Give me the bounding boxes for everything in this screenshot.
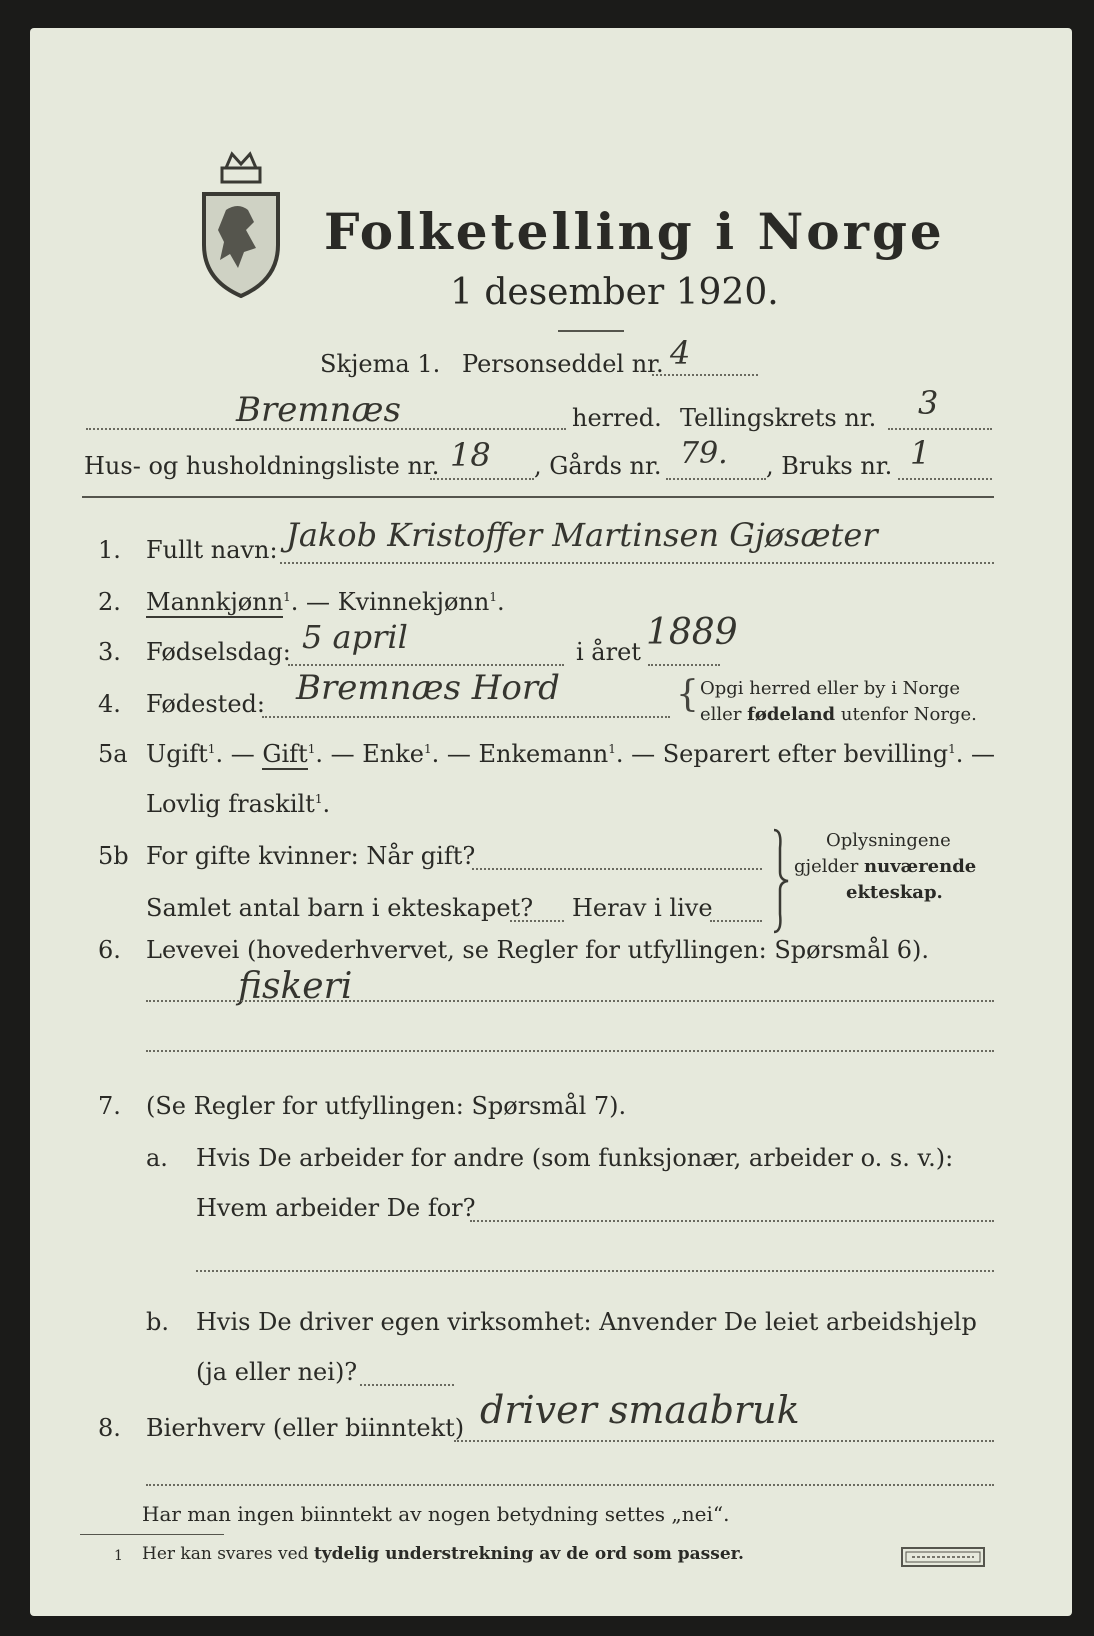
q8-label: Bierhverv (eller biinntekt): [146, 1414, 465, 1442]
q5b-line2b-dots: [710, 920, 762, 922]
hus-line: [430, 478, 534, 480]
separert-option: Separert efter bevilling: [662, 740, 949, 768]
q7b-line2: (ja eller nei)?: [196, 1358, 358, 1386]
tellingskrets-value: 3: [918, 384, 939, 422]
male-footnote-mark: 1: [283, 590, 291, 604]
female-footnote-mark: 1: [489, 590, 497, 604]
herred-value: Bremnæs: [236, 390, 401, 430]
census-date: 1 desember 1920.: [450, 272, 779, 313]
q4-note-line2: eller fødeland utenfor Norge.: [700, 704, 977, 725]
q3-year-line: [648, 664, 720, 666]
printer-stamp-icon: [900, 1546, 986, 1568]
q6-label: Levevei (hovederhvervet, se Regler for utfyllingen: Spørsmål 6).: [146, 936, 930, 964]
q4-number: 4.: [98, 690, 121, 718]
personseddel-label: Personseddel nr.: [462, 350, 664, 378]
q5b-brace-icon: [770, 828, 790, 934]
footer-note: Har man ingen biinntekt av nogen betydning settes „nei“.: [142, 1502, 730, 1526]
q5b-line2b: Herav i live: [572, 894, 713, 922]
q6-line2: [146, 1050, 994, 1052]
hus-label: Hus- og husholdningsliste nr.: [84, 452, 440, 480]
q7b-number: b.: [146, 1308, 169, 1336]
q8-line2: [146, 1484, 994, 1486]
q5b-number: 5b: [98, 842, 129, 870]
hus-value: 18: [450, 436, 491, 474]
side-occupation-value: driver smaabruk: [480, 1388, 800, 1432]
lovlig-fraskilt-line: Lovlig fraskilt$^1$.: [146, 790, 331, 818]
enkemann-option: Enkemann: [478, 740, 609, 768]
q4-label: Fødested:: [146, 690, 265, 718]
gender-separator: . —: [290, 588, 338, 616]
q7b-line2-dots: [360, 1384, 454, 1386]
gender-end: .: [496, 588, 505, 616]
census-form-page: [30, 28, 1072, 1616]
q7a-line2-dots: [470, 1220, 994, 1222]
q7a-line2: Hvem arbeider De for?: [196, 1194, 476, 1222]
q8-line1: [454, 1440, 994, 1442]
q6-number: 6.: [98, 936, 121, 964]
q3-day-line: [288, 664, 564, 666]
male-option-underlined: Mannkjønn: [146, 588, 284, 616]
header-divider: [82, 496, 994, 498]
personseddel-line: [652, 374, 758, 376]
title-divider: [558, 330, 624, 332]
schema-label: Skjema 1.: [320, 350, 441, 378]
q7b-line1: Hvis De driver egen virksomhet: Anvender De leiet arbeidshjelp: [196, 1308, 977, 1336]
footnote-rule: [80, 1534, 224, 1535]
bruks-label: , Bruks nr.: [766, 452, 893, 480]
q5b-line2a-dots: [510, 920, 564, 922]
footnote-number: 1: [114, 1548, 123, 1564]
birth-year-value: 1889: [646, 612, 738, 653]
q4-note-line1: Opgi herred eller by i Norge: [700, 678, 961, 699]
gards-line: [666, 478, 766, 480]
gender-line: [146, 588, 505, 616]
q5a-number: 5a: [98, 740, 128, 768]
q3-number: 3.: [98, 638, 121, 666]
full-name-value: Jakob Kristoffer Martinsen Gjøsæter: [286, 516, 878, 554]
personseddel-value: 4: [670, 334, 691, 372]
footnote-text: Her kan svares ved tydelig understrekning av de ord som passer.: [142, 1544, 744, 1564]
birthplace-value: Bremnæs Hord: [296, 668, 560, 708]
form-title: Folketelling i Norge: [324, 202, 945, 261]
q1-number: 1.: [98, 536, 121, 564]
q6-line1: [146, 1000, 994, 1002]
year-label: i året: [576, 638, 641, 666]
q7a-number: a.: [146, 1144, 168, 1172]
q7a-line3-dots: [196, 1270, 994, 1272]
q5b-line2a: Samlet antal barn i ekteskapet?: [146, 894, 534, 922]
marital-status-line: Ugift$^1$. — Gift$^1$. — Enke$^1$. — Enkemann$^1$. — Separert efter bevilling$^1$. —: [146, 740, 996, 768]
norway-coat-of-arms-icon: [198, 150, 284, 300]
gards-value: 79.: [680, 436, 728, 471]
herred-label: herred.: [572, 404, 662, 432]
lovlig-fraskilt-option: Lovlig fraskilt: [146, 790, 315, 818]
q7-label: (Se Regler for utfyllingen: Spørsmål 7).: [146, 1092, 627, 1120]
q5b-note-line3: ekteskap.: [846, 882, 943, 903]
gards-label: , Gårds nr.: [534, 452, 662, 480]
tellingskrets-line: [888, 428, 992, 430]
tellingskrets-label: Tellingskrets nr.: [680, 404, 877, 432]
female-option: Kvinnekjønn: [337, 588, 490, 616]
birth-day-value: 5 april: [302, 618, 408, 656]
q8-number: 8.: [98, 1414, 121, 1442]
q1-label: Fullt navn:: [146, 536, 278, 564]
q5b-line1: For gifte kvinner: Når gift?: [146, 842, 476, 870]
gift-option-underlined: Gift: [262, 740, 308, 768]
q4-line: [262, 716, 670, 718]
q2-number: 2.: [98, 588, 121, 616]
ugift-option: Ugift: [146, 740, 208, 768]
q5b-note-line2: gjelder nuværende: [794, 856, 977, 877]
enke-option: Enke: [362, 740, 424, 768]
bruks-value: 1: [910, 434, 931, 472]
bruks-line: [898, 478, 992, 480]
q7a-line1: Hvis De arbeider for andre (som funksjonær, arbeider o. s. v.):: [196, 1144, 954, 1172]
q5b-line1-dots: [472, 868, 762, 870]
q5b-note-line1: Oplysningene: [826, 830, 951, 851]
q3-label: Fødselsdag:: [146, 638, 291, 666]
q7-number: 7.: [98, 1092, 121, 1120]
q4-note-brace: {: [676, 674, 699, 715]
q1-line: [280, 562, 994, 564]
occupation-value: fiskeri: [238, 966, 353, 1007]
